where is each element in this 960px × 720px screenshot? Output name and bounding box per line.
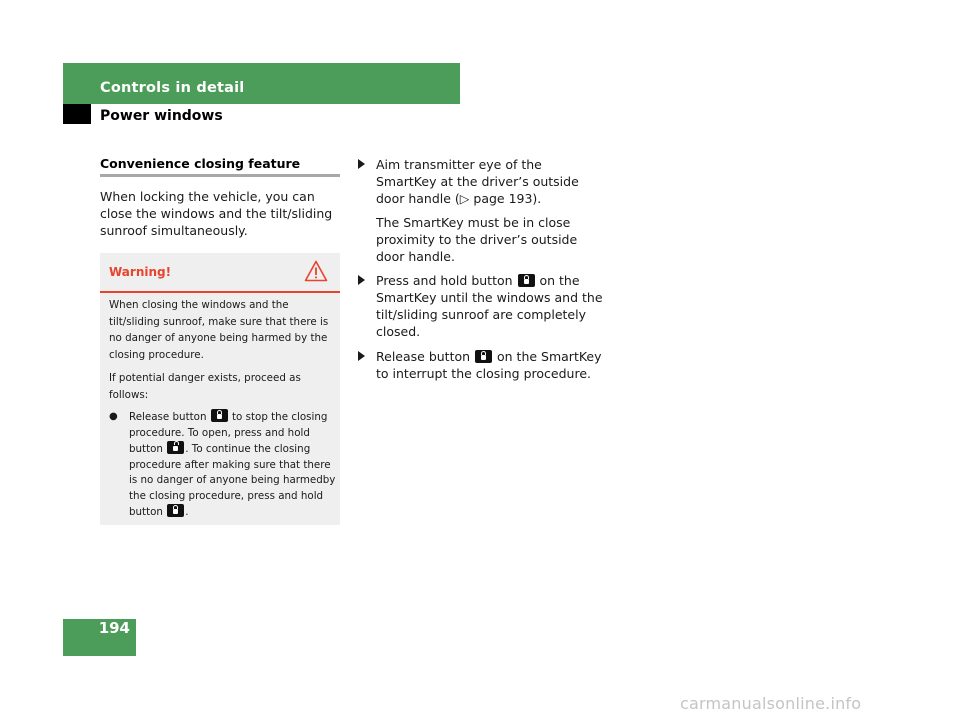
step-note <box>358 214 603 265</box>
warning-paragraph: If potential danger exists, proceed as follows: <box>109 372 301 401</box>
unlock-button-icon <box>167 441 184 454</box>
subsection-title: Power windows <box>100 108 223 124</box>
watermark: carmanualsonline.info <box>680 694 862 713</box>
step-arrow-icon <box>358 159 365 169</box>
lock-button-icon <box>518 274 535 287</box>
step-item <box>358 272 603 340</box>
lock-button-icon <box>475 350 492 363</box>
step-text: Aim transmitter eye of the SmartKey at the driver’s outside door handle (▷ page 193). <box>376 157 579 206</box>
step-text: Release button on the SmartKey to interrupt the closing procedure. <box>376 349 602 381</box>
page-number-box <box>63 619 136 656</box>
section-marker <box>63 104 91 124</box>
step-text: Press and hold button on the SmartKey until the windows and the tilt/sliding sunroof are completely closed. <box>376 273 603 339</box>
heading-divider <box>100 174 340 177</box>
bullet-text: Release button to stop the closing procedure. To open, press and hold button . To continue the closing procedure after making sure that there is no danger of anyone being harmedby the closing procedure, press and hold button . <box>129 411 336 518</box>
warning-box <box>100 253 340 525</box>
warning-paragraph: When closing the windows and the tilt/sliding sunroof, make sure that there is no danger of anyone being harmed by the closing procedure. <box>109 299 329 361</box>
step-arrow-icon <box>358 275 365 285</box>
lock-button-icon <box>167 504 184 517</box>
warning-divider <box>100 291 340 293</box>
warning-bullet-item <box>109 409 337 521</box>
bullet-icon: ● <box>109 411 118 422</box>
step-arrow-icon <box>358 351 365 361</box>
section-title: Controls in detail <box>100 80 245 96</box>
warning-triangle-icon <box>304 260 328 282</box>
warning-title: Warning! <box>109 265 172 279</box>
intro-paragraph: When locking the vehicle, you can close the windows and the tilt/sliding sunroof simultaneously. <box>100 189 333 238</box>
page-number: 194 <box>98 619 130 637</box>
step-item <box>358 348 603 382</box>
step-item <box>358 156 603 207</box>
lock-button-icon <box>211 409 228 422</box>
feature-heading: Convenience closing feature <box>100 156 301 171</box>
step-note-text: The SmartKey must be in close proximity to the driver’s outside door handle. <box>376 215 578 264</box>
